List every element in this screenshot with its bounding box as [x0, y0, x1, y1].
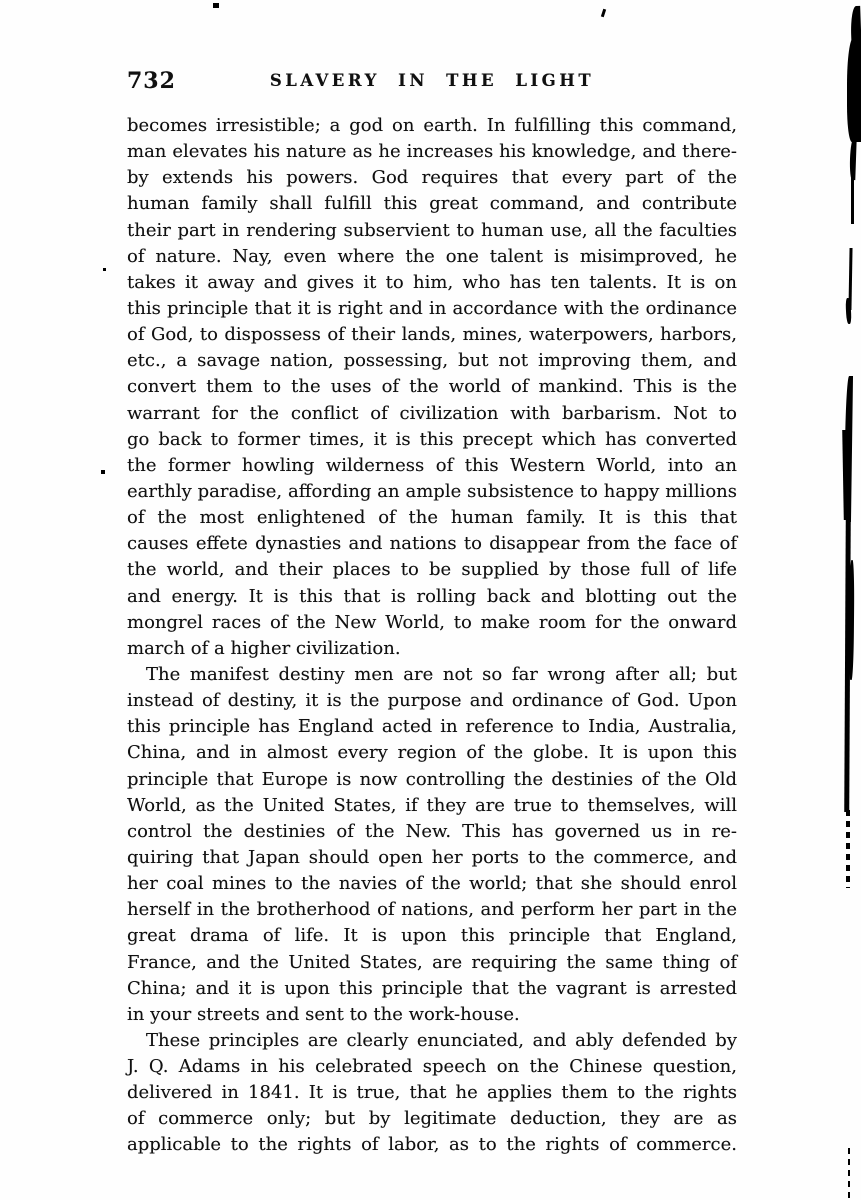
text-line: France, and the United States, are requiring the same thing of	[127, 951, 737, 973]
scan-edge-artifact	[848, 1148, 850, 1200]
scan-speck	[101, 470, 105, 474]
paragraph	[127, 113, 737, 662]
scan-edge-artifact	[846, 810, 850, 888]
scan-edge-artifact	[848, 560, 854, 680]
text-line: China, and in almost every region of the globe. It is upon this	[127, 742, 737, 764]
body-text	[127, 113, 737, 1159]
text-line: man elevates his nature as he increases his knowledge, and there-	[127, 141, 737, 163]
paragraph	[127, 662, 737, 1028]
scan-speck	[103, 268, 106, 271]
text-line: China; and it is upon this principle that the vagrant is arrested	[127, 977, 737, 999]
page-header	[127, 68, 737, 98]
text-line: her coal mines to the navies of the world; that she should enrol	[127, 873, 737, 895]
text-line: These principles are clearly enunciated, and ably defended by	[146, 1029, 737, 1051]
text-line: applicable to the rights of labor, as to the rights of commerce.	[127, 1134, 737, 1156]
text-line: earthly paradise, affording an ample subsistence to happy millions	[127, 480, 737, 502]
text-line: convert them to the uses of the world of mankind. This is the	[127, 376, 737, 398]
text-line: instead of destiny, it is the purpose and ordinance of God. Upon	[127, 690, 737, 712]
text-line: in your streets and sent to the work-house.	[127, 1003, 520, 1025]
text-line: control the destinies of the New. This has governed us in re-	[127, 820, 737, 842]
text-line: of nature. Nay, even where the one talent is misimproved, he	[127, 245, 737, 267]
text-line: quiring that Japan should open her ports to the commerce, and	[127, 846, 737, 868]
text-line: great drama of life. It is upon this principle that England,	[127, 925, 737, 947]
text-line: human family shall fulfill this great command, and contribute	[127, 193, 737, 215]
scan-edge-artifact	[851, 176, 854, 224]
page-number: 732	[127, 68, 176, 94]
text-line: becomes irresistible; a god on earth. In fulfilling this command,	[127, 115, 737, 136]
scan-edge-artifact	[849, 138, 856, 180]
text-line: etc., a savage nation, possessing, but not improving them, and	[127, 350, 737, 372]
text-line: of commerce only; but by legitimate deduction, they are as	[127, 1108, 737, 1130]
text-line: World, as the United States, if they are true to themselves, will	[127, 794, 737, 816]
text-line: herself in the brotherhood of nations, and perform her part in the	[127, 899, 737, 921]
text-line: go back to former times, it is this precept which has converted	[127, 428, 737, 450]
text-line: the former howling wilderness of this Western World, into an	[127, 454, 737, 476]
text-line: by extends his powers. God requires that every part of the	[127, 167, 737, 189]
text-line: delivered in 1841. It is true, that he applies them to the rights	[127, 1082, 737, 1104]
paragraph	[127, 1028, 737, 1159]
text-line: this principle that it is right and in accordance with the ordinance	[127, 297, 737, 319]
text-line: of God, to dispossess of their lands, mines, waterpowers, harbors,	[127, 324, 737, 346]
text-line: this principle has England acted in reference to India, Australia,	[127, 716, 737, 738]
text-line: their part in rendering subservient to human use, all the faculties	[127, 219, 737, 241]
scan-edge-artifact	[847, 38, 861, 142]
running-header-title: SLAVERY IN THE LIGHT	[269, 71, 595, 90]
text-line: takes it away and gives it to him, who has ten talents. It is on	[127, 271, 737, 293]
text-line: principle that Europe is now controlling the destinies of the Old	[127, 768, 737, 790]
text-line: warrant for the conflict of civilization with barbarism. Not to	[127, 402, 737, 424]
text-line: The manifest destiny men are not so far wrong after all; but	[146, 663, 737, 685]
text-line: and energy. It is this that is rolling back and blotting out the	[127, 585, 737, 607]
scan-speck	[213, 3, 219, 8]
text-line: mongrel races of the New World, to make room for the onward	[127, 611, 737, 633]
text-line: the world, and their places to be supplied by those full of life	[127, 559, 737, 581]
text-line: causes effete dynasties and nations to disappear from the face of	[127, 533, 737, 555]
text-line: J. Q. Adams in his celebrated speech on the Chinese question,	[127, 1056, 737, 1078]
text-line: march of a higher civilization.	[127, 637, 401, 659]
scan-speck	[601, 9, 606, 18]
text-line: of the most enlightened of the human family. It is this that	[127, 507, 737, 529]
